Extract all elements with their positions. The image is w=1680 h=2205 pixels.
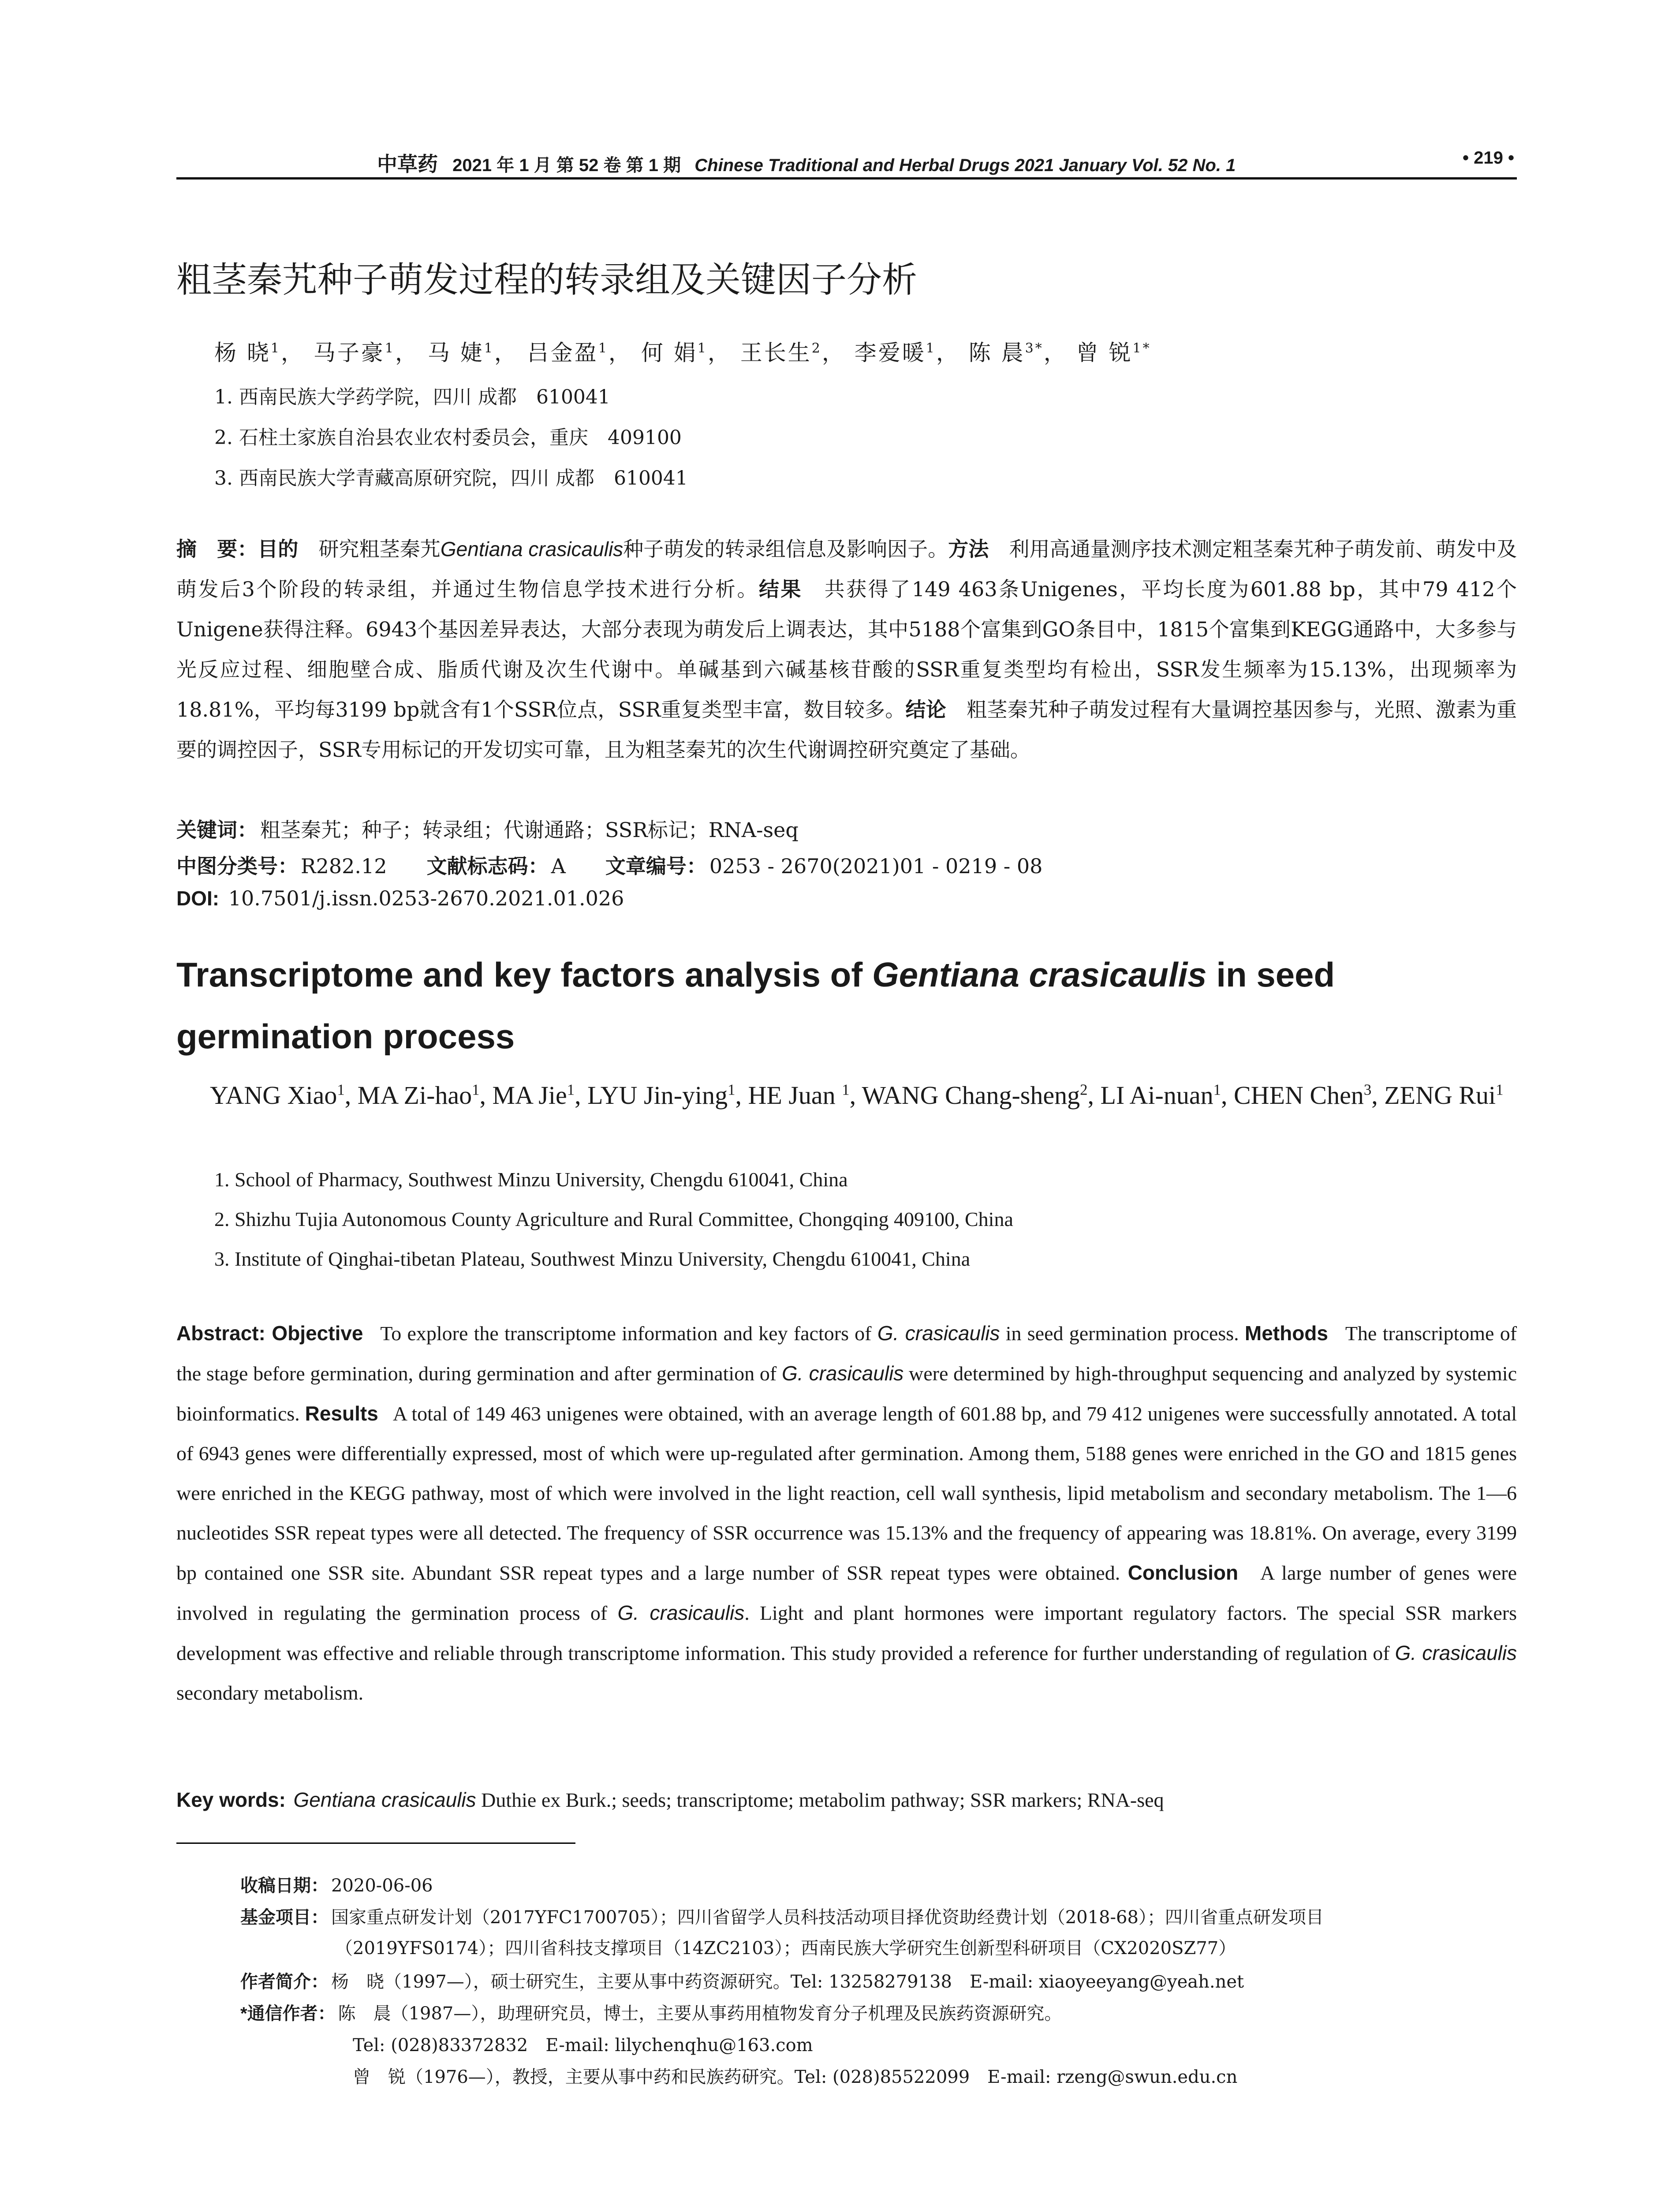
conclusion-label-cn: 结论 xyxy=(905,698,946,721)
affiliation-en-3: 3. Institute of Qinghai-tibetan Plateau, Southwest Minzu University, Chengdu 610041, China xyxy=(214,1248,971,1270)
author-en: HE Juan $^1$ xyxy=(748,1081,850,1110)
results-en-text: A total of 149 463 unigenes were obtained, with an average length of 601.88 bp, and 79 412 unigenes were successfully annotated. A total of 6943 genes were differentially expressed, most of which were up-regulated after germination. Among them, 5188 genes were enriched in the GO and 1815 genes were enriched in the KEGG pathway, most of which were involved in the light reaction, cell wall synthesis, lipid metabolism and secondary metabolism. The 1—6 nucleotides SSR repeat types were all detected. The frequency of SSR occurrence was 15.13% and the frequency of appearing was 18.81%. On average, every 3199 bp contained one SSR site. Abundant SSR repeat types and a large number of SSR repeat types were obtained. xyxy=(176,1402,1517,1584)
species-name-en: G. crasicaulis xyxy=(781,1362,904,1385)
abstract-en-label: Abstract: Objective xyxy=(176,1322,363,1345)
objective-cn-text: 研究粗茎秦艽 xyxy=(318,537,441,561)
doc-code-label: 文献标志码： xyxy=(426,855,549,878)
results-label-cn: 结果 xyxy=(759,578,803,601)
conclusion-cn-text: 粗茎秦艽种子萌发过程有大量调控基因参与，光照、激素为重要的调控因子，SSR专用标记的开发切实可靠，且为粗茎秦艽的次生代谢调控研究奠定了基础。 xyxy=(176,698,1517,762)
received-date: 2020-06-06 xyxy=(331,1876,433,1896)
conclusion-label-en: Conclusion xyxy=(1127,1561,1239,1584)
author-intro-label: 作者简介： xyxy=(240,1972,329,1992)
fund-text-1: 国家重点研发计划（2017YFC1700705）；四川省留学人员科技活动项目择优资助经费计划（2018-68）；四川省重点研发项目 xyxy=(331,1907,1324,1928)
author-cn: 何 娟$^1$ xyxy=(641,340,708,366)
author-en: ZENG Rui$^1$ xyxy=(1384,1081,1504,1110)
author-en: CHEN Chen$^3$ xyxy=(1234,1081,1372,1110)
authors-en: YANG Xiao$^1$, MA Zi-hao$^1$, MA Jie$^1$, LYU Jin-ying$^1$, HE Juan $^1$, WANG Chang-sheng$^2$, LI Ai-nuan$^1$, CHEN Chen$^3$, ZENG Rui$^1$ xyxy=(210,1081,1504,1110)
running-header-center xyxy=(377,148,1236,177)
author-en: LI Ai-nuan$^1$ xyxy=(1100,1081,1221,1110)
doc-code-value: A xyxy=(551,854,566,878)
keywords-cn-label: 关键词： xyxy=(176,818,258,841)
author-cn: 马子豪$^1$ xyxy=(313,340,395,366)
title-cn: 粗茎秦艽种子萌发过程的转录组及关键因子分析 xyxy=(176,259,917,300)
title-en-part2: in seed germination process xyxy=(176,955,1335,1056)
results-label-en: Results xyxy=(305,1402,378,1425)
objective-cn-text-2: 种子萌发的转录组信息及影响因子。 xyxy=(623,537,948,561)
affiliation-cn-3: 3. 西南民族大学青藏高原研究院，四川 成都 610041 xyxy=(214,467,688,490)
keywords-en-text: Duthie ex Burk.; seeds; transcriptome; metabolim pathway; SSR markers; RNA-seq xyxy=(476,1789,1164,1811)
objective-label-cn: 目的 xyxy=(258,538,299,561)
author-intro-text: 杨 晓（1997—），硕士研究生，主要从事中药资源研究。Tel: 13258279138 E-mail: xiaoyeeyang@yeah.net xyxy=(331,1972,1244,1992)
abstract-cn-label: 摘 要： xyxy=(176,538,258,561)
corresponding-text-1: 陈 晨（1987—），助理研究员，博士，主要从事药用植物发育分子机理及民族药资源研究。 xyxy=(338,2003,1062,2024)
article-number-label: 文章编号： xyxy=(605,855,707,878)
received-label: 收稿日期： xyxy=(240,1876,329,1895)
methods-en-text: The transcriptome of the stage before germination, during germination and after germination of xyxy=(176,1322,1517,1385)
footnote-corresponding xyxy=(240,1999,1062,2025)
footnote-author xyxy=(240,1968,1244,1993)
footnote-rule xyxy=(176,1842,575,1844)
author-en: YANG Xiao$^1$ xyxy=(210,1081,345,1110)
doi-label: DOI: xyxy=(176,887,220,910)
species-name-en: G. crasicaulis xyxy=(1395,1641,1517,1664)
clc-label: 中图分类号： xyxy=(176,855,298,878)
author-cn: 吕金盈$^1$ xyxy=(526,340,609,366)
affiliation-en-1: 1. School of Pharmacy, Southwest Minzu University, Chengdu 610041, China xyxy=(214,1168,848,1191)
classification-line xyxy=(176,850,1042,879)
corresponding-label: *通信作者： xyxy=(240,2004,336,2023)
journal-en: Chinese Traditional and Herbal Drugs 2021 January Vol. 52 No. 1 xyxy=(694,156,1236,175)
article-number-value: 0253 - 2670(2021)01 - 0219 - 08 xyxy=(709,854,1043,878)
footnote-fund-cont: （2019YFS0174）；四川省科技支撑项目（14ZC2103）；西南民族大学研究生创新型科研项目（CX2020SZ77） xyxy=(335,1938,1236,1958)
doi-value[interactable]: 10.7501/j.issn.0253-2670.2021.01.026 xyxy=(228,886,624,910)
keywords-en-label: Key words: xyxy=(176,1788,286,1811)
author-cn: 陈 晨$^{3*}$ xyxy=(968,340,1044,366)
header-rule xyxy=(176,177,1517,179)
author-cn: 马 婕$^1$ xyxy=(427,340,494,366)
author-cn: 王长生$^2$ xyxy=(740,340,822,366)
title-en-part1: Transcriptome and key factors analysis of xyxy=(176,955,872,994)
methods-cn-text: 利用高通量测序技术测定粗茎秦艽种子萌发前、萌发中及萌发后3个阶段的转录组，并通过生物信息学技术进行分析。 xyxy=(176,537,1517,601)
title-en-species: Gentiana crasicaulis xyxy=(872,955,1207,994)
title-en xyxy=(176,944,1517,1067)
author-en: LYU Jin-ying$^1$ xyxy=(587,1081,735,1110)
methods-label-cn: 方法 xyxy=(948,538,989,561)
author-cn: 李爱暖$^1$ xyxy=(854,340,936,366)
results-cn-text: 共获得了149 463条Unigenes，平均长度为601.88 bp，其中79 412个Unigene获得注释。6943个基因差异表达，大部分表现为萌发后上调表达，其中5188个富集到GO条目中，1815个富集到KEGG通路中，大多参与光反应过程、细胞壁合成、脂质代谢及次生代谢中。单碱基到六碱基核苷酸的SSR重复类型均有检出，SSR发生频率为15.13%，出现频率为18.81%，平均每3199 bp就含有1个SSR位点，SSR重复类型丰富，数目较多。 xyxy=(176,577,1517,721)
footnote-fund xyxy=(240,1903,1324,1928)
author-en: MA Jie$^1$ xyxy=(492,1081,575,1110)
author-cn: 曾 锐$^{1*}$ xyxy=(1076,340,1151,366)
affiliation-en-2: 2. Shizhu Tujia Autonomous County Agriculture and Rural Committee, Chongqing 409100, China xyxy=(214,1208,1013,1230)
fund-label: 基金项目： xyxy=(240,1908,329,1927)
doi-line xyxy=(176,886,624,910)
affiliation-cn-2: 2. 石柱土家族自治县农业农村委员会，重庆 409100 xyxy=(214,426,682,449)
conclusion-en-text-3: secondary metabolism. xyxy=(176,1682,364,1704)
methods-label-en: Methods xyxy=(1244,1322,1328,1345)
keywords-en-species: Gentiana crasicaulis xyxy=(293,1788,476,1811)
affiliation-cn-1: 1. 西南民族大学药学院，四川 成都 610041 xyxy=(214,386,610,408)
authors-cn: 杨 晓$^1$， 马子豪$^1$， 马 婕$^1$， 吕金盈$^1$， 何 娟$^1$， 王长生$^2$， 李爱暖$^1$， 陈 晨$^{3*}$， 曾 锐$^{1*}$ xyxy=(214,340,1151,366)
conclusion-en-text-2: . Light and plant hormones were important regulatory factors. The special SSR markers development was effective and reliable through transcriptome information. This study provided a reference for further understanding of regulation of xyxy=(176,1602,1517,1664)
author-en: MA Zi-hao$^1$ xyxy=(357,1081,480,1110)
clc-value: R282.12 xyxy=(301,854,387,878)
species-name-en: G. crasicaulis xyxy=(617,1601,745,1624)
running-header xyxy=(176,148,1517,179)
species-name-en: G. crasicaulis xyxy=(877,1322,1000,1345)
author-cn: 杨 晓$^1$ xyxy=(214,340,281,366)
footnote-received xyxy=(240,1872,433,1897)
objective-en-text: To explore the transcriptome information and key factors of xyxy=(380,1322,877,1345)
author-en: WANG Chang-sheng$^2$ xyxy=(862,1081,1088,1110)
conclusion-en-text: A large number of genes were involved in regulating the germination process of xyxy=(176,1562,1517,1624)
species-name-cn: Gentiana crasicaulis xyxy=(440,538,623,561)
keywords-cn-text: 粗茎秦艽；种子；转录组；代谢通路；SSR标记；RNA-seq xyxy=(260,818,799,842)
keywords-en xyxy=(176,1788,1164,1812)
methods-en-text-2: were determined by high-throughput sequencing and analyzed by systemic bioinformatics. xyxy=(176,1362,1517,1425)
issue-cn: 2021 年 1 月 第 52 卷 第 1 期 xyxy=(452,156,681,175)
objective-en-text-2: in seed germination process. xyxy=(1000,1322,1239,1345)
journal-logo: 中草药 xyxy=(377,152,438,176)
footnote-corresponding-2: 曾 锐（1976—），教授，主要从事中药和民族药研究。Tel: (028)85522099 E-mail: rzeng@swun.edu.cn xyxy=(353,2067,1238,2087)
footnote-corresponding-contact: Tel: (028)83372832 E-mail: lilychenqhu@163.com xyxy=(353,2035,813,2056)
abstract-cn xyxy=(176,529,1517,770)
page-number: • 219 • xyxy=(1463,148,1514,168)
keywords-cn xyxy=(176,814,799,843)
abstract-en xyxy=(176,1313,1517,1713)
